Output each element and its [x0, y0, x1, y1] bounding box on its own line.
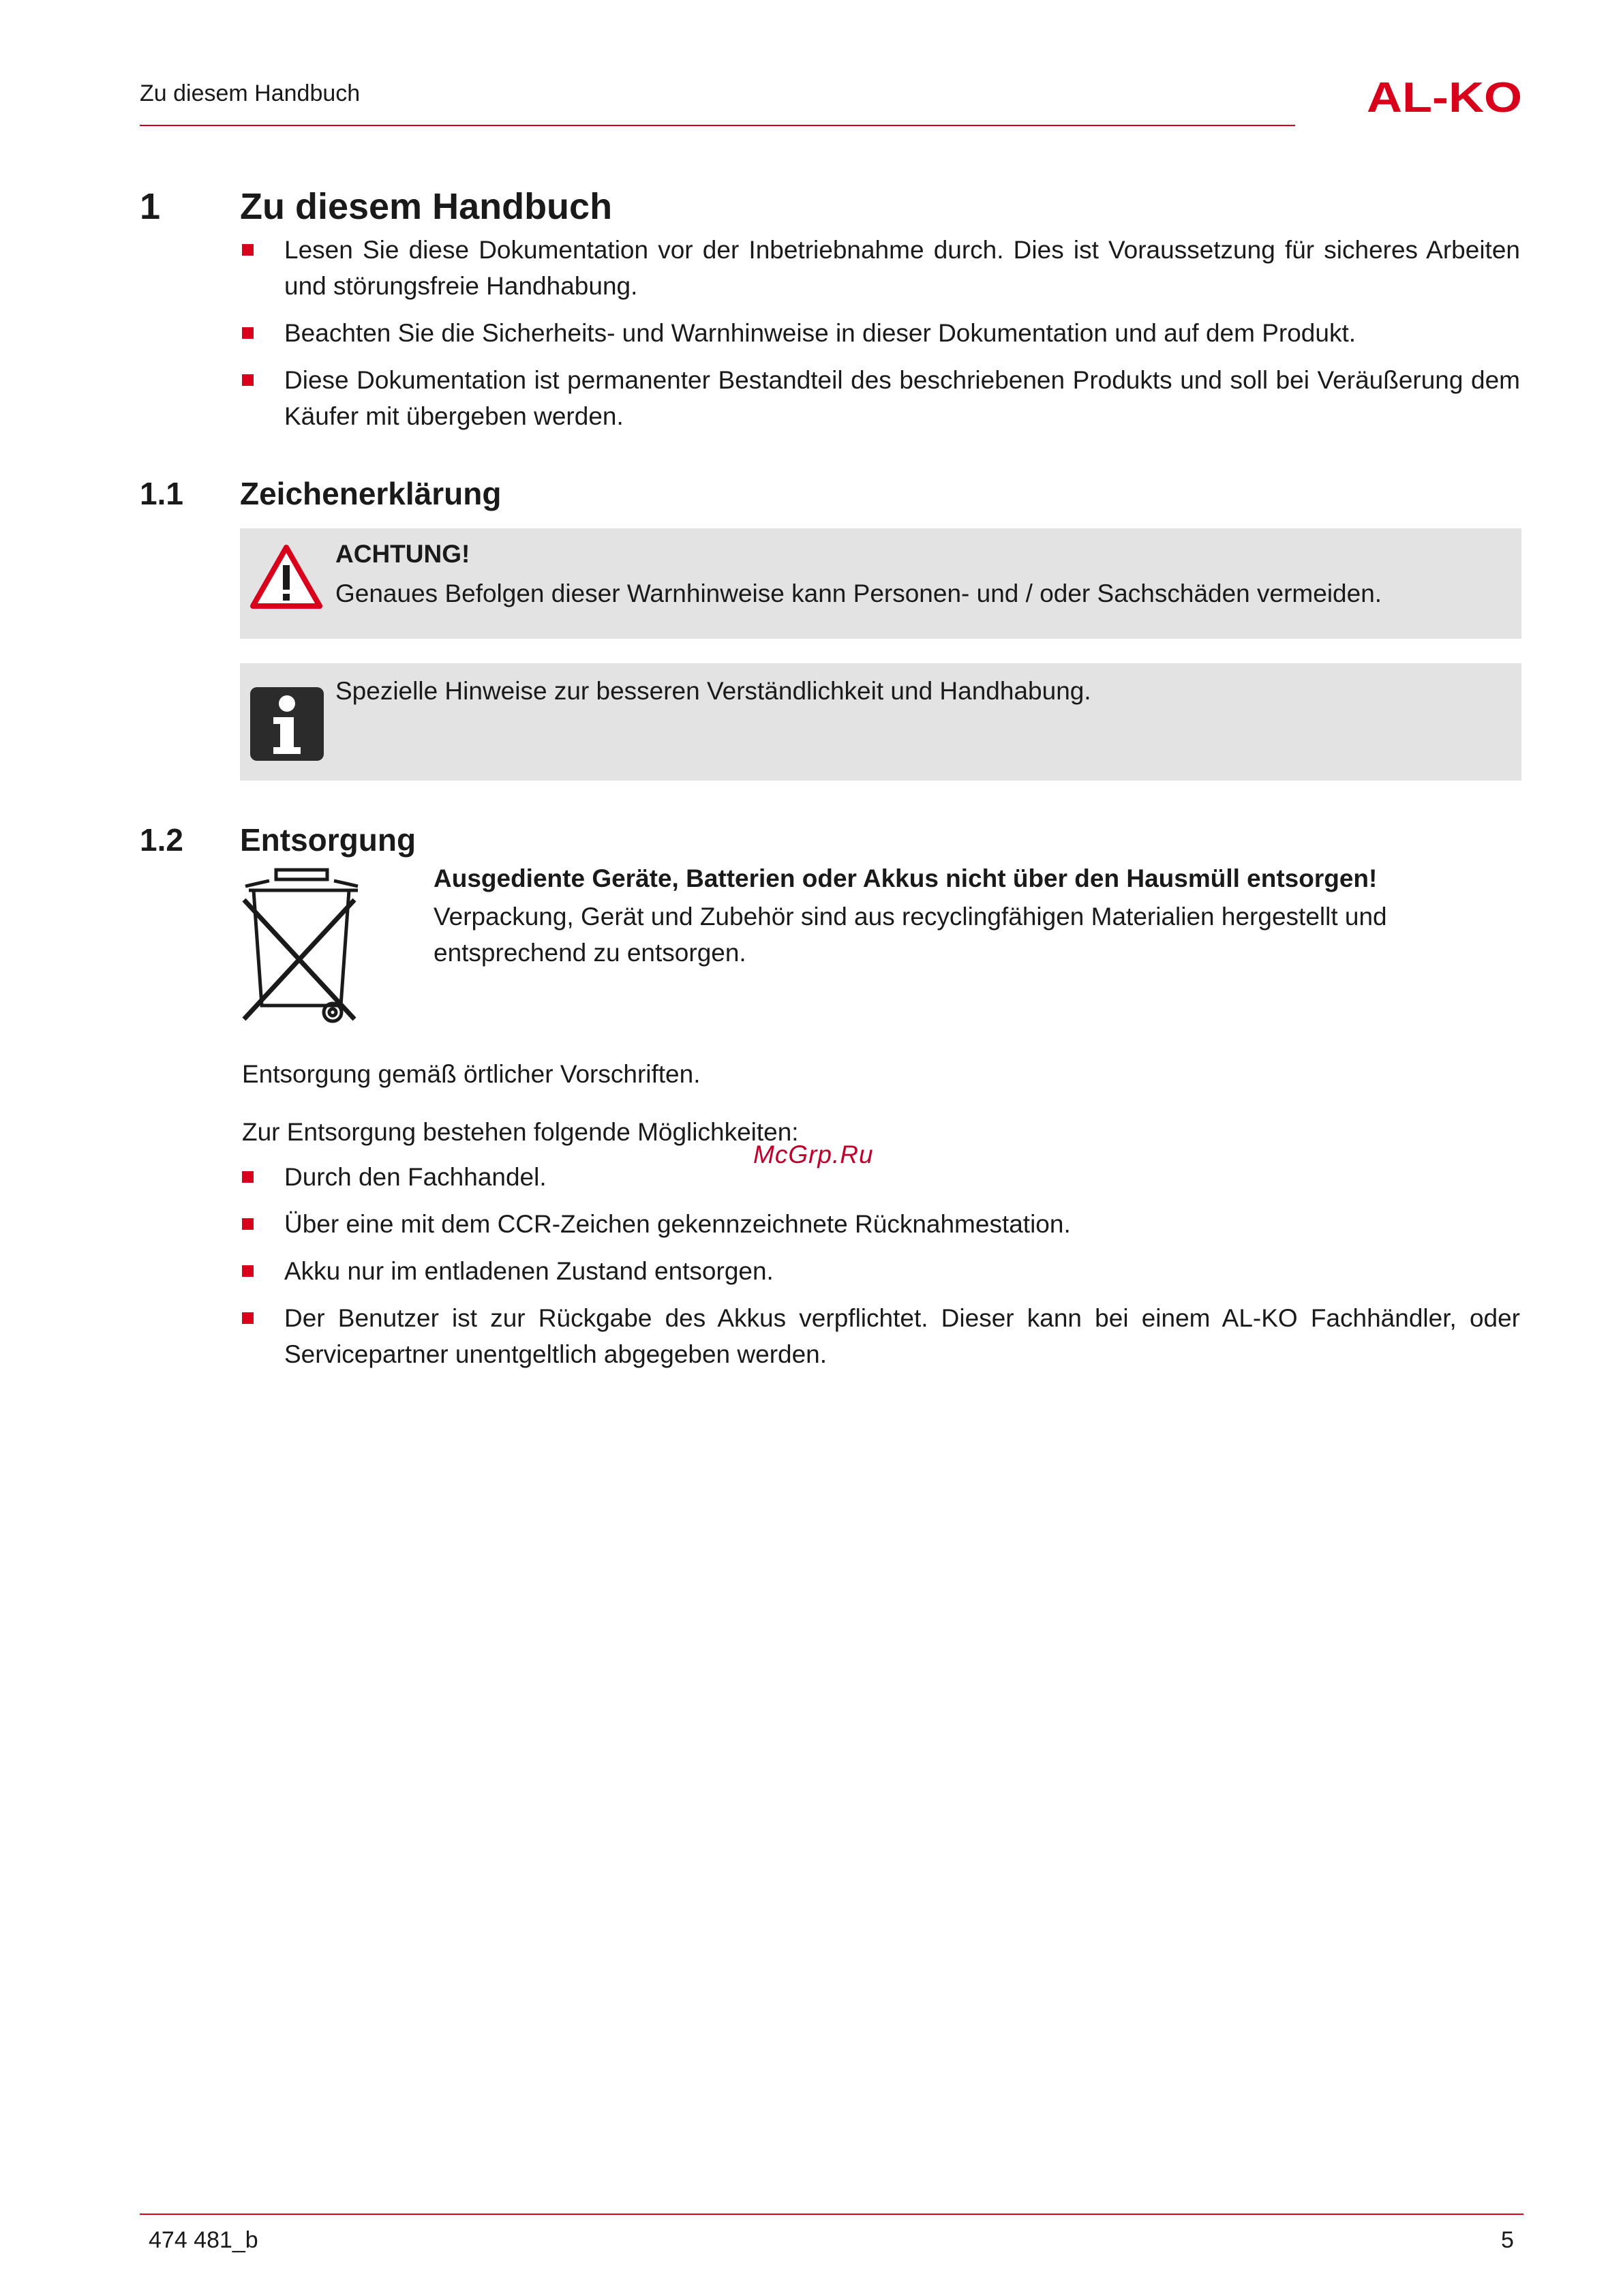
page-number: 5 [1501, 2227, 1514, 2253]
warning-text: Genaues Befolgen dieser Warnhinweise kann Personen- und / oder Sachschäden vermeiden. [335, 579, 1382, 607]
section-title: Zu diesem Handbuch [240, 186, 613, 227]
section-number: 1 [140, 186, 161, 227]
footer-divider [140, 2214, 1523, 2215]
bullet-square-icon [242, 1312, 254, 1324]
warning-title: ACHTUNG! [335, 540, 470, 568]
header-divider [140, 125, 1295, 126]
bullet-square-icon [242, 327, 254, 339]
disposal-options-intro: Zur Entsorgung bestehen folgende Möglichkeiten: [242, 1118, 799, 1146]
list-item: Lesen Sie diese Dokumentation vor der Inbetriebnahme durch. Dies ist Voraussetzung für sicheres Arbeiten und störungsfreie Handhabung. [242, 232, 1520, 304]
bullet-square-icon [242, 374, 254, 386]
list-item: Diese Dokumentation ist permanenter Bestandteil des beschriebenen Produkts und soll bei Veräußerung dem Käufer mit übergeben werden. [242, 362, 1520, 434]
header-title: Zu diesem Handbuch [140, 80, 361, 106]
info-text: Spezielle Hinweise zur besseren Verständlichkeit und Handhabung. [335, 677, 1091, 705]
info-icon [250, 687, 324, 761]
bullet-square-icon [242, 1171, 254, 1183]
watermark: McGrp.Ru [753, 1141, 874, 1168]
subsection-number: 1.1 [140, 476, 183, 511]
warning-triangle-icon [249, 543, 324, 611]
disposal-warning: Ausgediente Geräte, Batterien oder Akkus nicht über den Hausmüll entsorgen! [434, 864, 1378, 892]
subsection-title: Entsorgung [240, 822, 416, 858]
bullet-square-icon [242, 1218, 254, 1230]
crossed-bin-icon [239, 866, 365, 1028]
list-item: Akku nur im entladenen Zustand entsorgen. [242, 1253, 1520, 1289]
subsection-number: 1.2 [140, 822, 183, 858]
alko-logo [1367, 76, 1523, 119]
disposal-paragraph: Entsorgung gemäß örtlicher Vorschriften. [242, 1060, 701, 1088]
svg-text:AL-KO: AL-KO [1367, 76, 1522, 119]
list-item: Durch den Fachhandel. [242, 1159, 1520, 1195]
disposal-bullet-list [242, 1159, 1520, 1383]
list-item: Der Benutzer ist zur Rückgabe des Akkus verpflichtet. Dieser kann bei einem AL-KO Fachhändler, oder Servicepartner unentgeltlich abgegeben werden. [242, 1300, 1520, 1372]
document-number: 474 481_b [149, 2227, 258, 2253]
intro-bullet-list [242, 232, 1520, 445]
bullet-square-icon [242, 1265, 254, 1277]
warning-notice [240, 528, 1521, 639]
disposal-text: Verpackung, Gerät und Zubehör sind aus recyclingfähigen Materialien hergestellt und entsprechend zu entsorgen. [434, 903, 1387, 967]
info-notice [240, 663, 1521, 781]
subsection-title: Zeichenerklärung [240, 476, 502, 511]
list-item: Beachten Sie die Sicherheits- und Warnhinweise in dieser Dokumentation und auf dem Produkt. [242, 315, 1520, 351]
bullet-square-icon [242, 244, 254, 256]
list-item: Über eine mit dem CCR-Zeichen gekennzeichnete Rücknahmestation. [242, 1206, 1520, 1242]
